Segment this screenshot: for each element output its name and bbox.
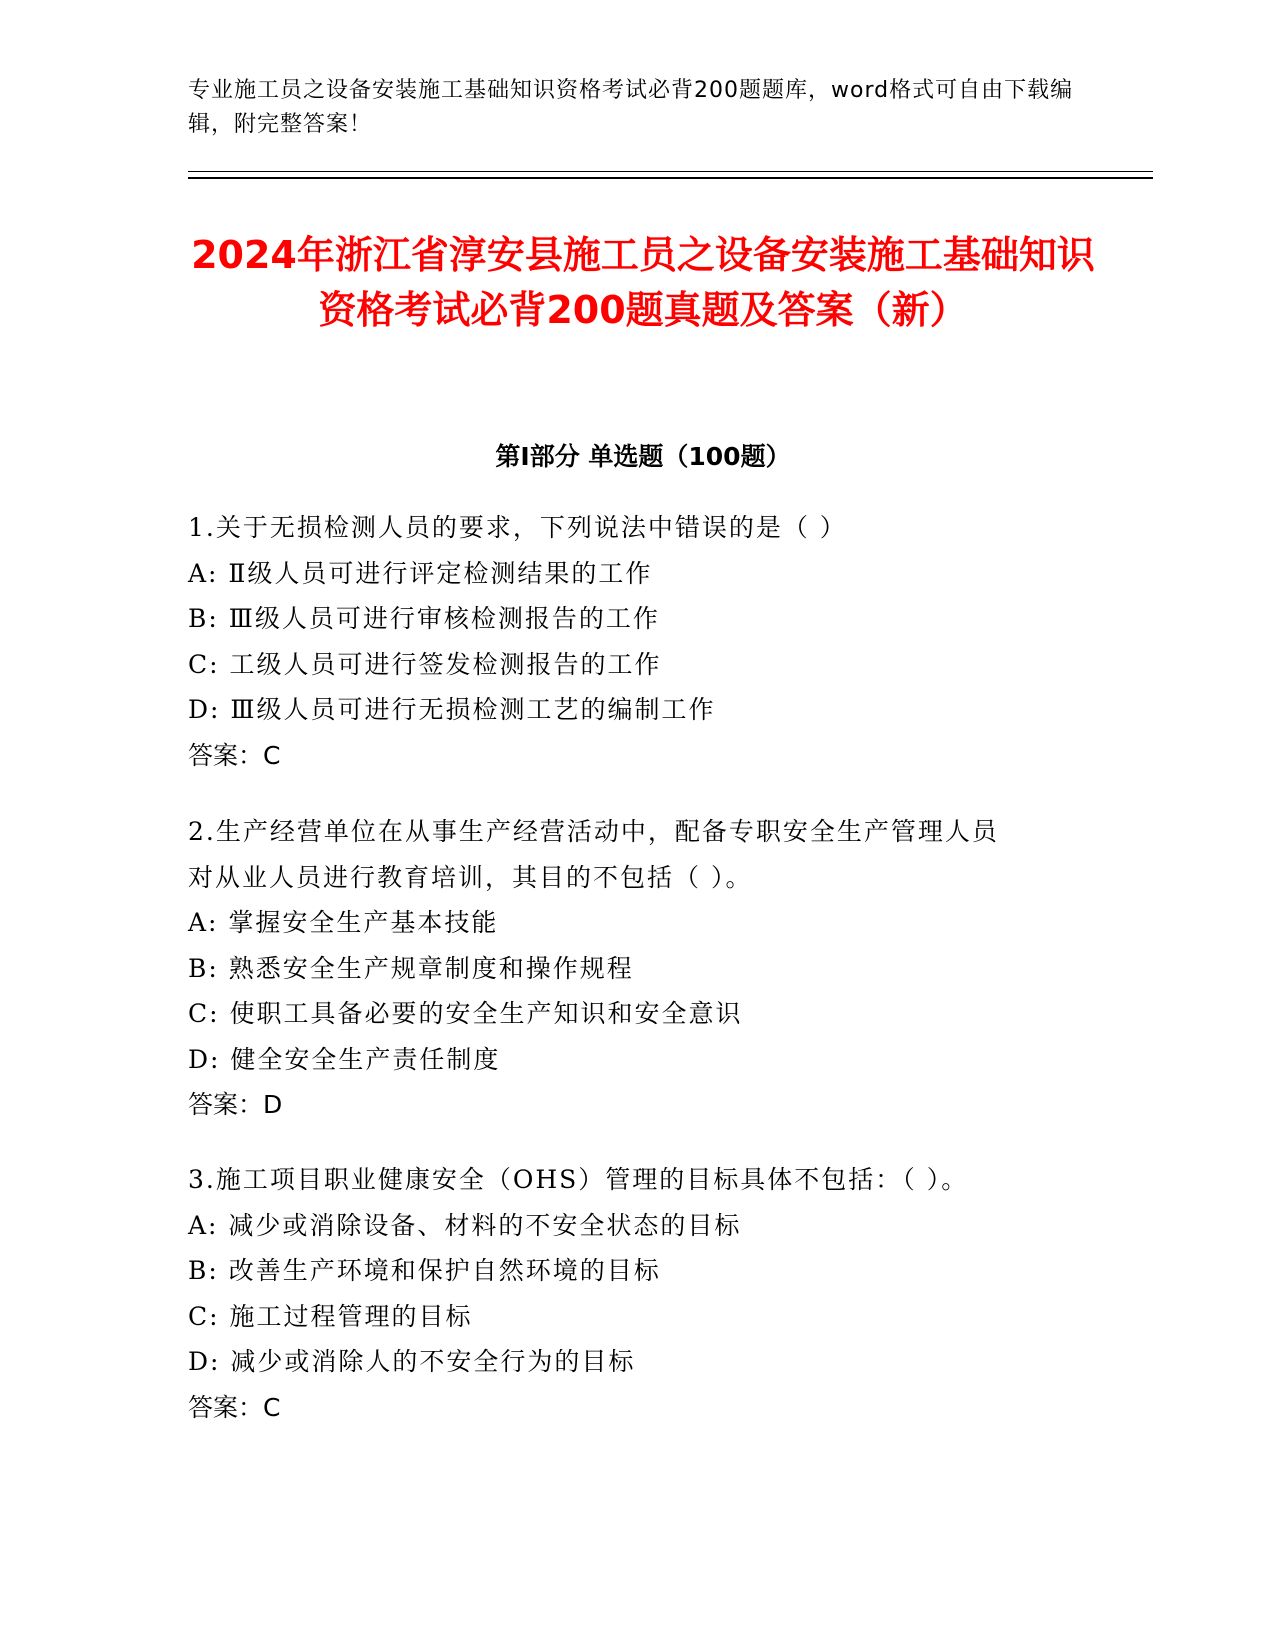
option-d: D: Ⅲ级人员可进行无损检测工艺的编制工作 (188, 695, 716, 724)
option-a: A: 减少或消除设备、材料的不安全状态的目标 (188, 1210, 742, 1240)
option-b: B: Ⅲ级人员可进行审核检测报告的工作 (188, 604, 660, 633)
answer: 答案：C (188, 740, 281, 770)
section-title: 第Ⅰ部分 单选题（100题） (495, 442, 791, 471)
header-note: 专业施工员之设备安装施工基础知识资格考试必背200题题库，word格式可自由下载编辑，附完整答案！ (188, 78, 1074, 137)
question-stem: 3.施工项目职业健康安全（OHS）管理的目标具体不包括：（ ）。 (188, 1165, 969, 1194)
option-c: C: 施工过程管理的目标 (188, 1301, 473, 1331)
option-b: B: 熟悉安全生产规章制度和操作规程 (188, 953, 634, 983)
option-b: B: 改善生产环境和保护自然环境的目标 (188, 1256, 661, 1285)
document-title: 2024年浙江省淳安县施工员之设备安装施工基础知识资格考试必背200题真题及答案（新） (191, 233, 1095, 332)
header-divider-thick (188, 177, 1153, 179)
option-a: A: Ⅱ级人员可进行评定检测结果的工作 (188, 558, 653, 588)
option-a: A: 掌握安全生产基本技能 (188, 908, 499, 937)
option-c: C: 使职工具备必要的安全生产知识和安全意识 (188, 999, 743, 1028)
option-c: C: 工级人员可进行签发检测报告的工作 (188, 649, 662, 679)
option-d: D: 健全安全生产责任制度 (188, 1044, 501, 1074)
answer: 答案：D (188, 1090, 283, 1119)
question-stem: 1.关于无损检测人员的要求，下列说法中错误的是（ ） (188, 513, 847, 542)
question-3 (188, 1157, 1088, 1430)
question-stem-line-1: 2.生产经营单位在从事生产经营活动中，配备专职安全生产管理人员 (188, 817, 999, 846)
question-stem-line-2: 对从业人员进行教育培训，其目的不包括（ ）。 (188, 862, 753, 892)
option-d: D: 减少或消除人的不安全行为的目标 (188, 1347, 636, 1376)
answer: 答案：C (188, 1392, 281, 1422)
question-1 (188, 505, 1088, 778)
header-divider-thin (188, 171, 1153, 172)
question-2 (188, 809, 1088, 1128)
